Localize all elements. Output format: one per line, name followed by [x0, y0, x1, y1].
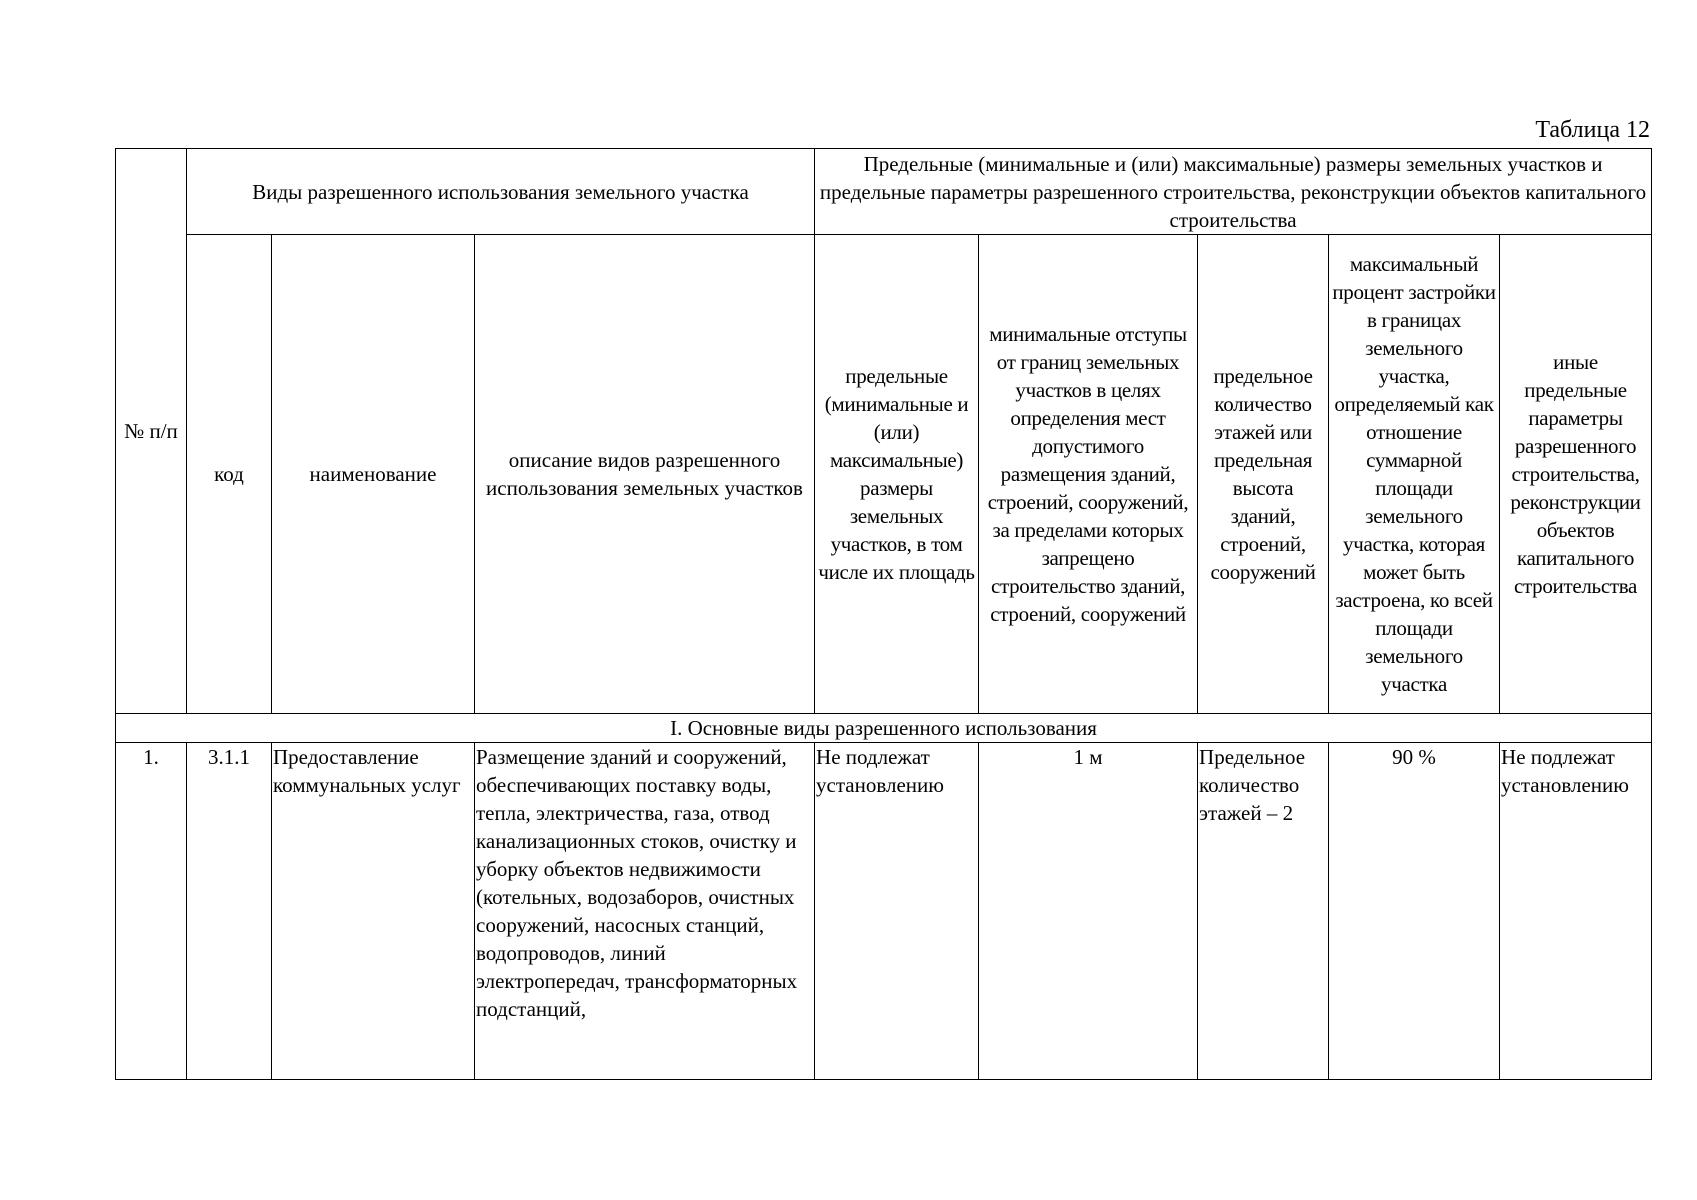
cell-coverage: 90 %	[1329, 743, 1500, 1080]
cell-setbacks: 1 м	[979, 743, 1198, 1080]
header-group-left: Виды разрешенного использования земельного участка	[187, 149, 815, 235]
table-row	[116, 743, 1652, 1080]
section-title: I. Основные виды разрешенного использования	[116, 714, 1652, 743]
cell-other: Не подлежат установлению	[1500, 743, 1652, 1080]
cell-num: 1.	[116, 743, 187, 1080]
header-coverage: максимальный процент застройки в границах земельного участка, определяемый как отношение суммарной площади земельного участка, которая может быть застроена, ко всей площади земельного участка	[1329, 235, 1500, 714]
header-size: предельные (минимальные и (или) максимальные) размеры земельных участков, в том числе их площадь	[815, 235, 979, 714]
header-group-right: Предельные (минимальные и (или) максимальные) размеры земельных участков и предельные параметры разрешенного строительства, реконструкции объектов капитального строительства	[815, 149, 1652, 235]
header-description: описание видов разрешенного использования земельных участков	[475, 235, 815, 714]
land-use-table	[115, 148, 1652, 1080]
header-floors: предельное количество этажей или предельная высота зданий, строений, сооружений	[1198, 235, 1329, 714]
header-code: код	[187, 235, 272, 714]
header-other: иные предельные параметры разрешенного строительства, реконструкции объектов капитального строительства	[1500, 235, 1652, 714]
header-num: № п/п	[116, 149, 187, 714]
cell-size: Не подлежат установлению	[815, 743, 979, 1080]
cell-code: 3.1.1	[187, 743, 272, 1080]
header-sub-row	[116, 235, 1652, 714]
cell-description: Размещение зданий и сооружений, обеспечивающих поставку воды, тепла, электричества, газа, отвод канализационных стоков, очистку и уборку объектов недвижимости (котельных, водозаборов, очистных сооружений, насосных станций, водопроводов, линий электропередач, трансформаторных подстанций,	[475, 743, 815, 1080]
table-caption: Таблица 12	[1535, 117, 1650, 143]
cell-name: Предоставление коммунальных услуг	[272, 743, 475, 1080]
cell-floors: Предельное количество этажей – 2	[1198, 743, 1329, 1080]
section-row	[116, 714, 1652, 743]
header-group-row	[116, 149, 1652, 235]
header-setbacks: минимальные отступы от границ земельных участков в целях определения мест допустимого размещения зданий, строений, сооружений, за пределами которых запрещено строительство зданий, строений, сооружений	[979, 235, 1198, 714]
header-name: наименование	[272, 235, 475, 714]
